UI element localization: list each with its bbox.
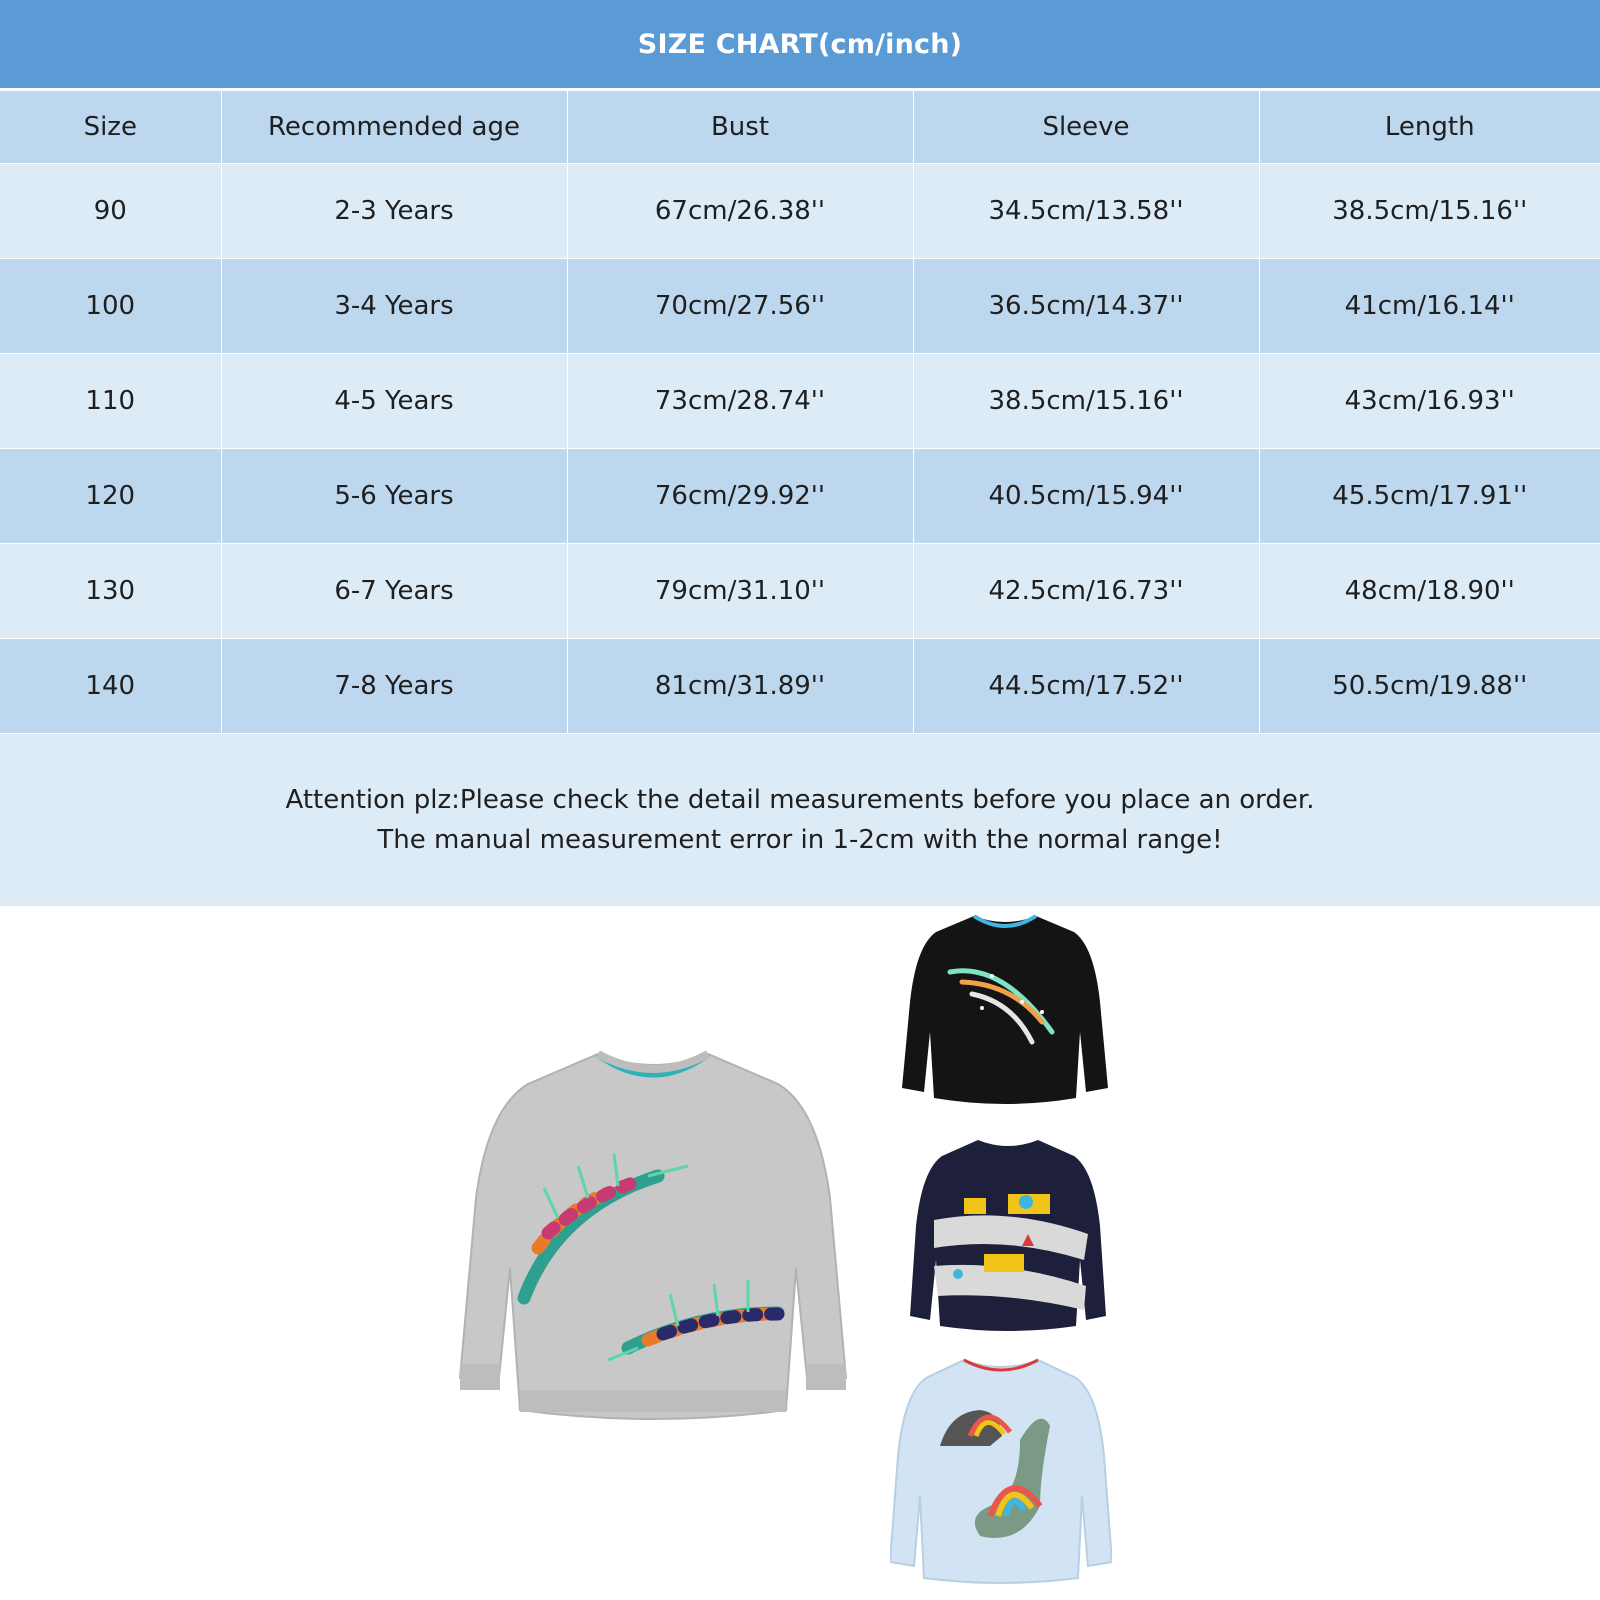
cell-bust: 67cm/26.38'' xyxy=(567,163,913,258)
cell-sleeve: 42.5cm/16.73'' xyxy=(913,543,1259,638)
cell-age: 4-5 Years xyxy=(221,353,567,448)
black-sweatshirt-dinosaur-image xyxy=(902,912,1108,1108)
cell-age: 7-8 Years xyxy=(221,638,567,733)
table-row xyxy=(0,258,1600,353)
gray-sweatshirt-centipede-image xyxy=(448,1048,858,1440)
cell-age: 2-3 Years xyxy=(221,163,567,258)
cell-sleeve: 38.5cm/15.16'' xyxy=(913,353,1259,448)
table-header-row xyxy=(0,91,1600,163)
header-sleeve: Sleeve xyxy=(913,91,1259,163)
cell-bust: 79cm/31.10'' xyxy=(567,543,913,638)
table-row xyxy=(0,638,1600,733)
cell-length: 38.5cm/15.16'' xyxy=(1259,163,1600,258)
note-line-1: Attention plz:Please check the detail measurements before you place an order. xyxy=(285,785,1315,815)
cell-size: 110 xyxy=(85,385,136,416)
size-chart-table xyxy=(0,91,1600,733)
cell-length: 41cm/16.14'' xyxy=(1259,258,1600,353)
header-recommended-age: Recommended age xyxy=(221,91,567,163)
cell-age: 5-6 Years xyxy=(221,448,567,543)
cell-length: 50.5cm/19.88'' xyxy=(1259,638,1600,733)
header-bust: Bust xyxy=(567,91,913,163)
cell-age: 3-4 Years xyxy=(221,258,567,353)
cell-sleeve: 44.5cm/17.52'' xyxy=(913,638,1259,733)
size-chart-title-bar xyxy=(0,0,1600,88)
cell-bust: 81cm/31.89'' xyxy=(567,638,913,733)
cell-bust: 76cm/29.92'' xyxy=(567,448,913,543)
cell-bust: 70cm/27.56'' xyxy=(567,258,913,353)
table-row xyxy=(0,543,1600,638)
table-row xyxy=(0,448,1600,543)
cell-sleeve: 40.5cm/15.94'' xyxy=(913,448,1259,543)
header-size: Size xyxy=(83,111,137,142)
header-length: Length xyxy=(1259,91,1600,163)
cell-sleeve: 34.5cm/13.58'' xyxy=(913,163,1259,258)
note-line-2: The manual measurement error in 1-2cm with the normal range! xyxy=(377,825,1223,855)
table-row xyxy=(0,163,1600,258)
cell-age: 6-7 Years xyxy=(221,543,567,638)
cell-bust: 73cm/28.74'' xyxy=(567,353,913,448)
cell-sleeve: 36.5cm/14.37'' xyxy=(913,258,1259,353)
light-blue-sweatshirt-dinosaur-image xyxy=(890,1356,1112,1586)
navy-sweatshirt-excavator-image xyxy=(908,1136,1108,1336)
cell-size: 100 xyxy=(85,290,136,321)
cell-size: 140 xyxy=(85,670,136,701)
cell-size: 90 xyxy=(93,195,127,226)
cell-length: 45.5cm/17.91'' xyxy=(1259,448,1600,543)
cell-length: 48cm/18.90'' xyxy=(1259,543,1600,638)
table-row xyxy=(0,353,1600,448)
cell-length: 43cm/16.93'' xyxy=(1259,353,1600,448)
cell-size: 120 xyxy=(85,480,136,511)
attention-note xyxy=(0,734,1600,906)
size-chart-title: SIZE CHART(cm/inch) xyxy=(637,28,963,60)
cell-size: 130 xyxy=(85,575,136,606)
